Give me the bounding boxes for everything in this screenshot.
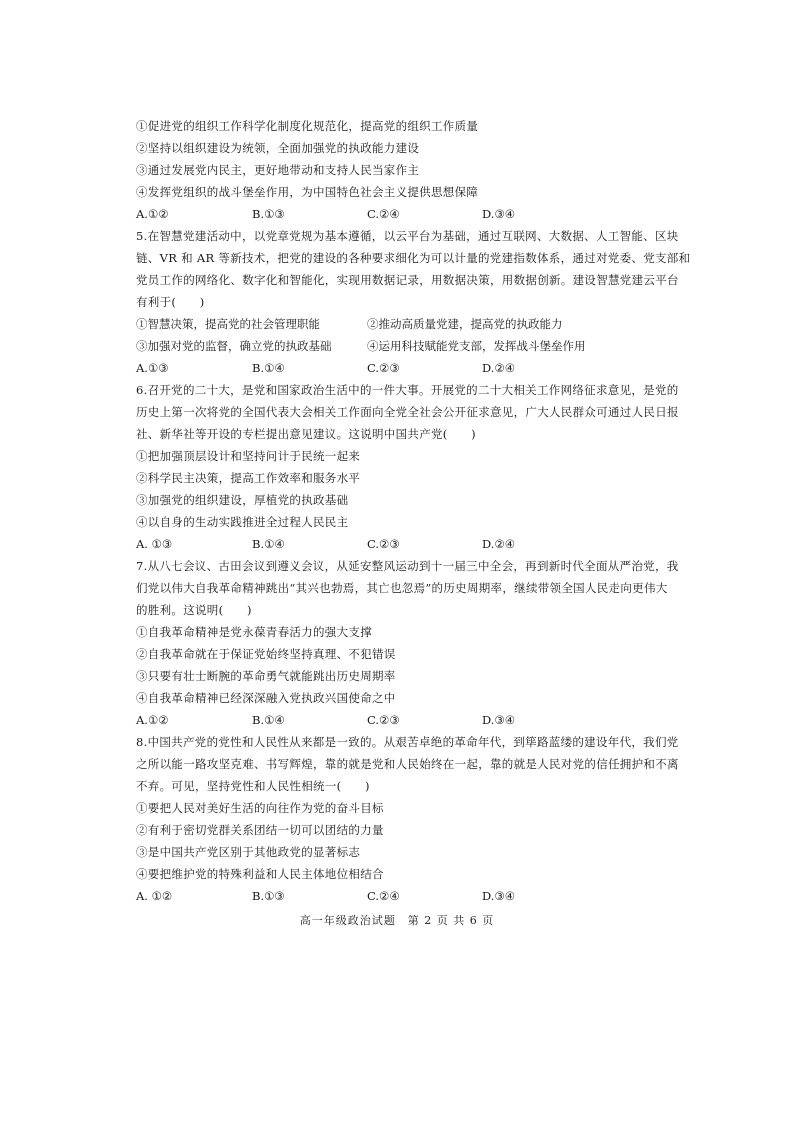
q5-option-a: A.①③ — [136, 361, 169, 375]
q7-option-b: B.①④ — [252, 713, 285, 727]
q8-stem-line-3: 不弃。可见，坚持党性和人民性相统一( ) — [136, 779, 370, 793]
q5-stem-line-2: 链、VR 和 AR 等新技术，把党的建设的各种要求细化为可以计量的党建指数体系，通过对党委、党支部和 — [136, 251, 691, 265]
q8-item-4: ④要把维护党的特殊利益和人民主体地位相结合 — [136, 867, 384, 881]
q6-stem-line-2: 历史上第一次将党的全国代表大会相关工作面向全党全社会公开征求意见，广大人民群众可通过人民日报 — [136, 405, 679, 419]
q6-item-1: ①把加强顶层设计和坚持问计于民统一起来 — [136, 449, 361, 463]
q7-option-d: D.③④ — [482, 713, 516, 727]
q8-stem-line-1: 8.中国共产党的党性和人民性从来都是一致的。从艰苦卓绝的革命年代，到筚路蓝缕的建设年代，我们党 — [136, 735, 679, 749]
q4-option-a: A.①② — [136, 207, 169, 221]
q7-option-a: A.①② — [136, 713, 169, 727]
q6-stem-line-1: 6.召开党的二十大，是党和国家政治生活中的一件大事。开展党的二十大相关工作网络征求意见，是党的 — [136, 383, 679, 397]
q4-item-2: ②坚持以组织建设为统领，全面加强党的执政能力建设 — [136, 141, 420, 155]
q5-item-2: ②推动高质量党建，提高党的执政能力 — [367, 317, 563, 331]
q8-option-b: B.①③ — [252, 889, 285, 903]
q5-item-3: ③加强对党的监督，确立党的执政基础 — [136, 339, 332, 353]
q4-option-b: B.①③ — [252, 207, 285, 221]
q7-item-4: ④自我革命精神已经深深融入党执政兴国使命之中 — [136, 691, 396, 705]
q4-item-1: ①促进党的组织工作科学化制度化规范化，提高党的组织工作质量 — [136, 119, 479, 133]
q7-stem-line-1: 7.从八七会议、古田会议到遵义会议，从延安整风运动到十一届三中全会，再到新时代全面从严治党，我 — [136, 559, 679, 573]
q6-item-4: ④以自身的生动实践推进全过程人民民主 — [136, 515, 349, 529]
q5-item-4: ④运用科技赋能党支部，发挥战斗堡垒作用 — [367, 339, 586, 353]
q8-item-2: ②有利于密切党群关系团结一切可以团结的力量 — [136, 823, 384, 837]
q8-option-d: D.③④ — [482, 889, 516, 903]
q6-option-c: C.②③ — [367, 537, 400, 551]
q7-option-c: C.②③ — [367, 713, 400, 727]
q5-option-c: C.②③ — [367, 361, 400, 375]
q7-stem-line-2: 们党以伟大自我革命精神跳出“其兴也勃焉，其亡也忽焉”的历史周期率，继续带领全国人民走向更伟大 — [136, 581, 668, 595]
q8-option-c: C.②④ — [367, 889, 400, 903]
q6-stem-line-3: 社、新华社等开设的专栏提出意见建议。这说明中国共产党( ) — [136, 427, 476, 441]
q8-option-a: A. ①② — [136, 889, 173, 903]
page-footer: 高一年级政治试题 第 2 页 共 6 页 — [299, 914, 495, 927]
q5-stem-line-3: 党员工作的网络化、数字化和智能化，实现用数据记录，用数据决策，用数据创新。建设智慧党建云平台 — [136, 273, 679, 287]
q6-option-d: D.②④ — [482, 537, 516, 551]
q8-item-1: ①要把人民对美好生活的向往作为党的奋斗目标 — [136, 801, 384, 815]
q7-item-1: ①自我革命精神是党永葆青春活力的强大支撑 — [136, 625, 372, 639]
q5-item-1: ①智慧决策，提高党的社会管理职能 — [136, 317, 320, 331]
q6-item-3: ③加强党的组织建设，厚植党的执政基础 — [136, 493, 349, 507]
q4-option-c: C.②④ — [367, 207, 400, 221]
q4-item-4: ④发挥党组织的战斗堡垒作用，为中国特色社会主义提供思想保障 — [136, 185, 479, 199]
q6-option-a: A. ①③ — [136, 537, 173, 551]
q7-item-3: ③只要有壮士断腕的革命勇气就能跳出历史周期率 — [136, 669, 396, 683]
q8-stem-line-2: 之所以能一路攻坚克难、书写辉煌，靠的就是党和人民始终在一起，靠的就是人民对党的信任拥护和不离 — [136, 757, 679, 771]
q8-item-3: ③是中国共产党区别于其他政党的显著标志 — [136, 845, 361, 859]
q7-item-2: ②自我革命就在于保证党始终坚持真理、不犯错误 — [136, 647, 396, 661]
q6-item-2: ②科学民主决策，提高工作效率和服务水平 — [136, 471, 361, 485]
q5-option-b: B.①④ — [252, 361, 285, 375]
q4-item-3: ③通过发展党内民主，更好地带动和支持人民当家作主 — [136, 163, 420, 177]
q5-option-d: D.②④ — [482, 361, 516, 375]
q5-stem-line-4: 有利于( ) — [136, 295, 205, 309]
q7-stem-line-3: 的胜利。这说明( ) — [136, 603, 252, 617]
q6-option-b: B.①④ — [252, 537, 285, 551]
q4-option-d: D.③④ — [482, 207, 516, 221]
q5-stem-line-1: 5.在智慧党建活动中，以党章党规为基本遵循，以云平台为基础，通过互联网、大数据、人工智能、区块 — [136, 229, 679, 243]
